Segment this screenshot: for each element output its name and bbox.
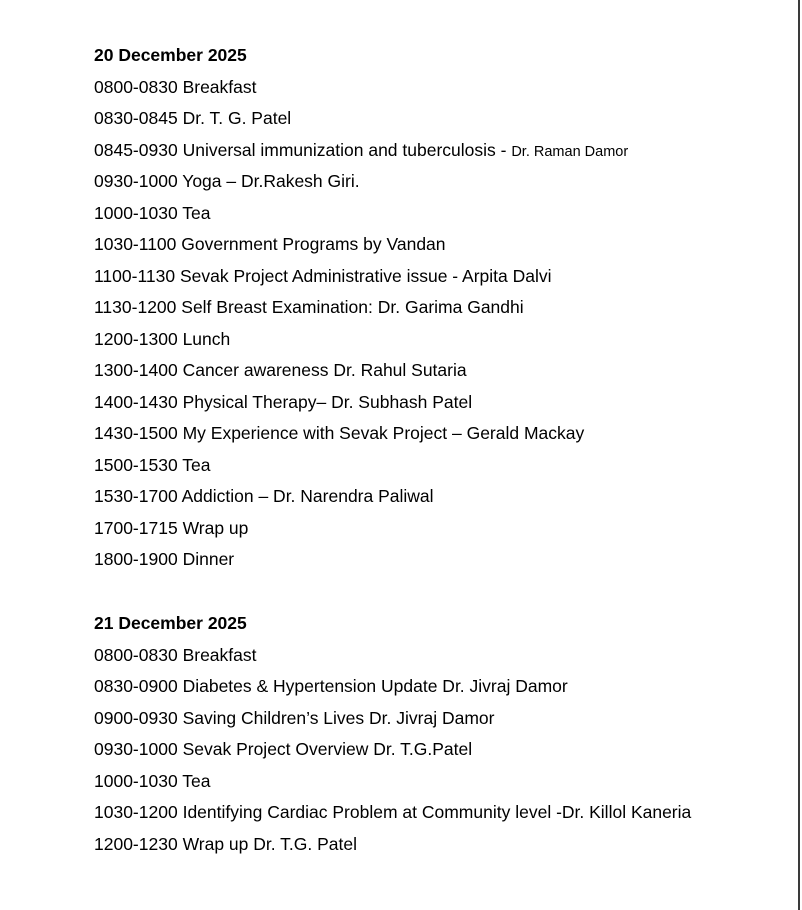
schedule-item — [94, 513, 784, 545]
item-text: Saving Children’s Lives Dr. Jivraj Damor — [182, 707, 495, 728]
item-time: 1500-1530 — [94, 454, 178, 475]
schedule-item — [94, 261, 784, 293]
item-time: 1130-1200 — [94, 297, 177, 317]
schedule-item — [94, 734, 784, 766]
schedule-item — [94, 229, 784, 261]
schedule-item — [94, 72, 784, 104]
day-schedule — [94, 608, 784, 860]
page-edge-divider — [798, 0, 800, 910]
item-text: Yoga – Dr.Rakesh Giri. — [182, 171, 360, 191]
day-heading: 21 December 2025 — [94, 613, 247, 633]
item-time: 1300-1400 — [94, 360, 178, 380]
item-text: Sevak Project Administrative issue - Arpita Dalvi — [179, 265, 552, 286]
day-heading: 20 December 2025 — [94, 45, 247, 65]
item-text: Lunch — [182, 328, 231, 349]
item-text: My Experience with Sevak Project – Gerald Mackay — [182, 423, 585, 443]
item-text: Wrap up — [182, 517, 249, 538]
item-time: 0930-1000 — [94, 171, 178, 191]
item-time: 1030-1100 — [94, 234, 177, 254]
item-time: 1030-1200 — [94, 802, 178, 822]
item-text: Government Programs by Vandan — [181, 234, 446, 254]
item-time: 1200-1300 — [94, 328, 178, 349]
item-time: 1400-1430 — [94, 391, 178, 412]
item-time: 1800-1900 — [94, 549, 178, 569]
schedule-item — [94, 450, 784, 482]
item-time: 1000-1030 — [94, 202, 178, 223]
item-time: 0830-0845 — [94, 108, 178, 128]
schedule-item — [94, 703, 784, 735]
item-text: Wrap up Dr. T.G. Patel — [182, 833, 358, 854]
item-time: 1700-1715 — [94, 517, 178, 538]
item-text: Breakfast — [182, 644, 257, 665]
day-schedule — [94, 40, 784, 576]
item-text: Self Breast Examination: Dr. Garima Gandhi — [181, 297, 524, 317]
item-text: Sevak Project Overview Dr. T.G.Patel — [182, 739, 473, 759]
item-time: 1530-1700 — [94, 486, 178, 506]
item-time: 1100-1130 — [94, 265, 176, 286]
schedule-item — [94, 671, 784, 703]
item-time: 0900-0930 — [94, 707, 178, 728]
item-time: 0800-0830 — [94, 76, 178, 97]
schedule-item — [94, 355, 784, 387]
item-text: Dinner — [182, 549, 235, 569]
item-text: Breakfast — [182, 76, 257, 97]
schedule-item — [94, 481, 784, 513]
item-time: 0830-0900 — [94, 676, 178, 696]
item-text: Diabetes & Hypertension Update Dr. Jivraj Damor — [182, 676, 568, 696]
item-text: Identifying Cardiac Problem at Community level -Dr. Killol Kaneria — [182, 802, 692, 822]
item-speaker-note: Dr. Raman Damor — [511, 143, 629, 160]
item-text: Cancer awareness Dr. Rahul Sutaria — [182, 360, 467, 380]
item-time: 1430-1500 — [94, 423, 178, 443]
schedule-item — [94, 544, 784, 576]
item-text: Dr. T. G. Patel — [182, 108, 292, 128]
item-text: Tea — [182, 770, 211, 791]
schedule-item — [94, 829, 784, 861]
item-time: 0800-0830 — [94, 644, 178, 665]
item-time: 1200-1230 — [94, 833, 178, 854]
schedule-item — [94, 640, 784, 672]
schedule-item — [94, 135, 784, 167]
schedule-item — [94, 292, 784, 324]
schedule-item — [94, 103, 784, 135]
item-text: Universal immunization and tuberculosis - — [182, 139, 512, 160]
item-text: Addiction – Dr. Narendra Paliwal — [181, 486, 434, 506]
item-time: 0930-1000 — [94, 739, 178, 759]
schedule-item — [94, 797, 784, 829]
item-time: 1000-1030 — [94, 770, 178, 791]
schedule-item — [94, 166, 784, 198]
schedule-item — [94, 198, 784, 230]
item-time: 0845-0930 — [94, 139, 178, 160]
schedule-item — [94, 418, 784, 450]
schedule-item — [94, 324, 784, 356]
item-text: Physical Therapy– Dr. Subhash Patel — [182, 391, 473, 412]
schedule-item — [94, 766, 784, 798]
item-text: Tea — [182, 454, 211, 475]
schedule-item — [94, 387, 784, 419]
item-text: Tea — [182, 202, 211, 223]
